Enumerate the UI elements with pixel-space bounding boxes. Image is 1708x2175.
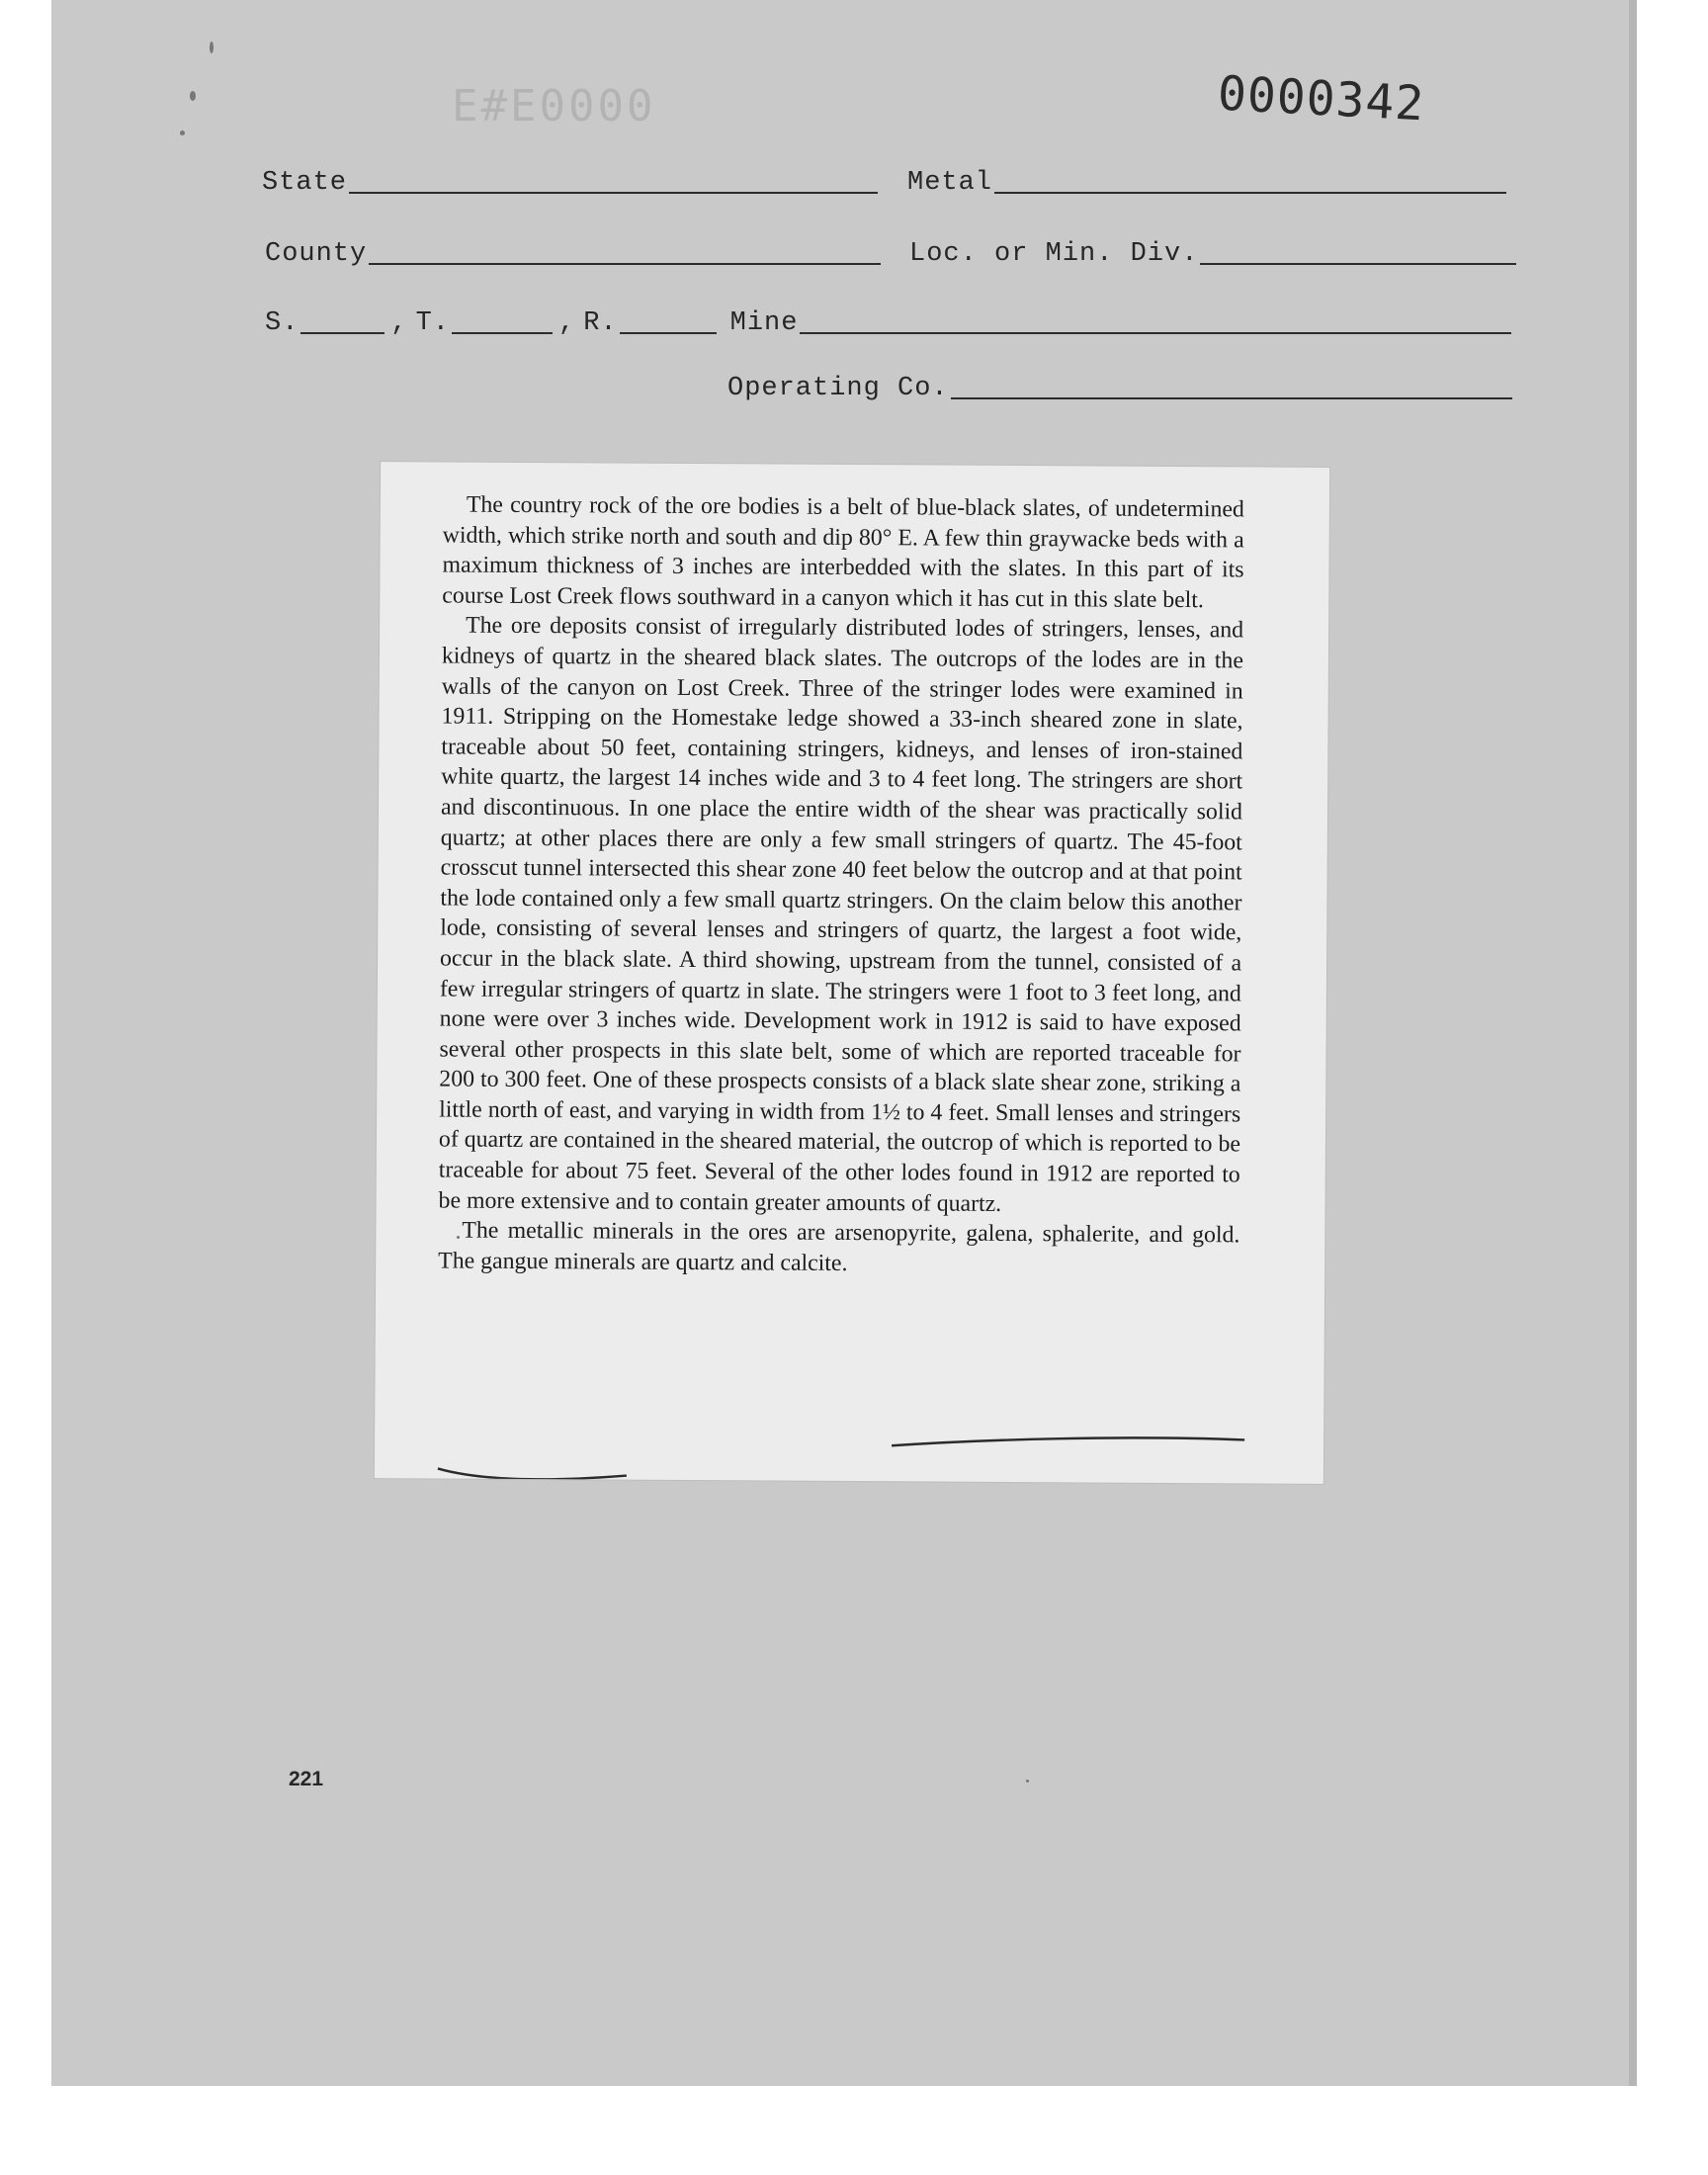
loc-line	[1200, 262, 1516, 265]
scan-speck	[1026, 1780, 1029, 1783]
faded-stamp: E#E0000	[452, 81, 656, 131]
scanned-page	[51, 0, 1637, 2086]
paragraph-minerals: The metallic minerals in the ores are arsenopyrite, galena, sphalerite, and gold. The gangue minerals are quartz and calcite.	[438, 1217, 1240, 1276]
metal-field	[907, 168, 1506, 198]
operating-field	[727, 374, 1512, 403]
operating-label: Operating Co.	[727, 374, 949, 403]
mine-line	[800, 331, 1511, 334]
text-clipping	[375, 462, 1329, 1484]
operating-line	[951, 396, 1512, 399]
range-line	[620, 331, 717, 334]
section-line	[300, 331, 384, 334]
scan-speck	[180, 130, 185, 135]
state-field	[262, 168, 878, 198]
clipping-body	[438, 489, 1244, 1280]
loc-label: Loc. or Min. Div.	[909, 239, 1199, 269]
township-label: T.	[415, 308, 451, 338]
loc-field	[909, 239, 1516, 269]
paragraph-country-rock: The country rock of the ore bodies is a belt of blue-black slates, of undetermined width, which strike north and south and dip 80° E. A few thin graywacke beds with a maximum thickness of 3 inches are interbedded with the slates. In this part of its course Lost Creek flows southward in a canyon which it has cut in this slate belt.	[442, 491, 1244, 613]
mine-label: Mine	[729, 308, 799, 338]
county-line	[369, 262, 881, 265]
comma: ,	[558, 308, 576, 338]
page-edge-shadow	[1629, 0, 1637, 2086]
range-label: R.	[583, 308, 618, 338]
paragraph-ore-deposits: The ore deposits consist of irregularly distributed lodes of stringers, lenses, and kidneys of quartz in the sheared black slates. The outcrops of the lodes are in the walls of the canyon on Lost Creek. Three of the stringer lodes were examined in 1911. Stripping on the Homestake ledge showed a 33-inch sheared zone in slate, traceable about 50 feet, containing stringers, kidneys, and lenses of iron-stained white quartz, the largest 14 inches wide and 3 to 4 feet long. The stringers are short and discontinuous. In one place the entire width of the shear was practically solid quartz; at other places there are only a few small stringers of quartz. The 45-foot crosscut tunnel intersected this shear zone 40 feet below the outcrop and at that point the lode contained only a few small quartz stringers. On the claim below this another lode, consisting of several lenses and stringers of quartz, the largest a foot wide, occur in the black slate. A third showing, upstream from the tunnel, consisted of a few irregular stringers of quartz in slate. The stringers were 1 foot to 3 feet long, and none were over 3 inches wide. Development work in 1912 is said to have exposed several other prospects in this slate belt, some of which are reported traceable for 200 to 300 feet. One of these prospects consists of a black slate shear zone, striking a little north of east, and varying in width from 1½ to 4 feet. Small lenses and stringers of quartz are contained in the sheared material, the outcrop of which is reported to be traceable for about 75 feet. Several of the other lodes found in 1912 are reported to be more extensive and to contain greater amounts of quartz.	[438, 612, 1244, 1217]
township-line	[452, 331, 553, 334]
scan-speck	[210, 42, 214, 53]
page-number: 221	[289, 1768, 324, 1790]
county-field	[265, 239, 881, 269]
metal-label: Metal	[907, 168, 993, 198]
metal-line	[994, 191, 1506, 194]
scan-speck	[190, 91, 196, 101]
state-line	[349, 191, 878, 194]
document-number: 0000342	[1216, 65, 1426, 132]
section-label: S.	[265, 308, 299, 338]
str-mine-field	[265, 308, 1511, 338]
scan-speck	[457, 1236, 460, 1239]
state-label: State	[262, 168, 348, 198]
county-label: County	[265, 239, 368, 269]
comma: ,	[390, 308, 408, 338]
